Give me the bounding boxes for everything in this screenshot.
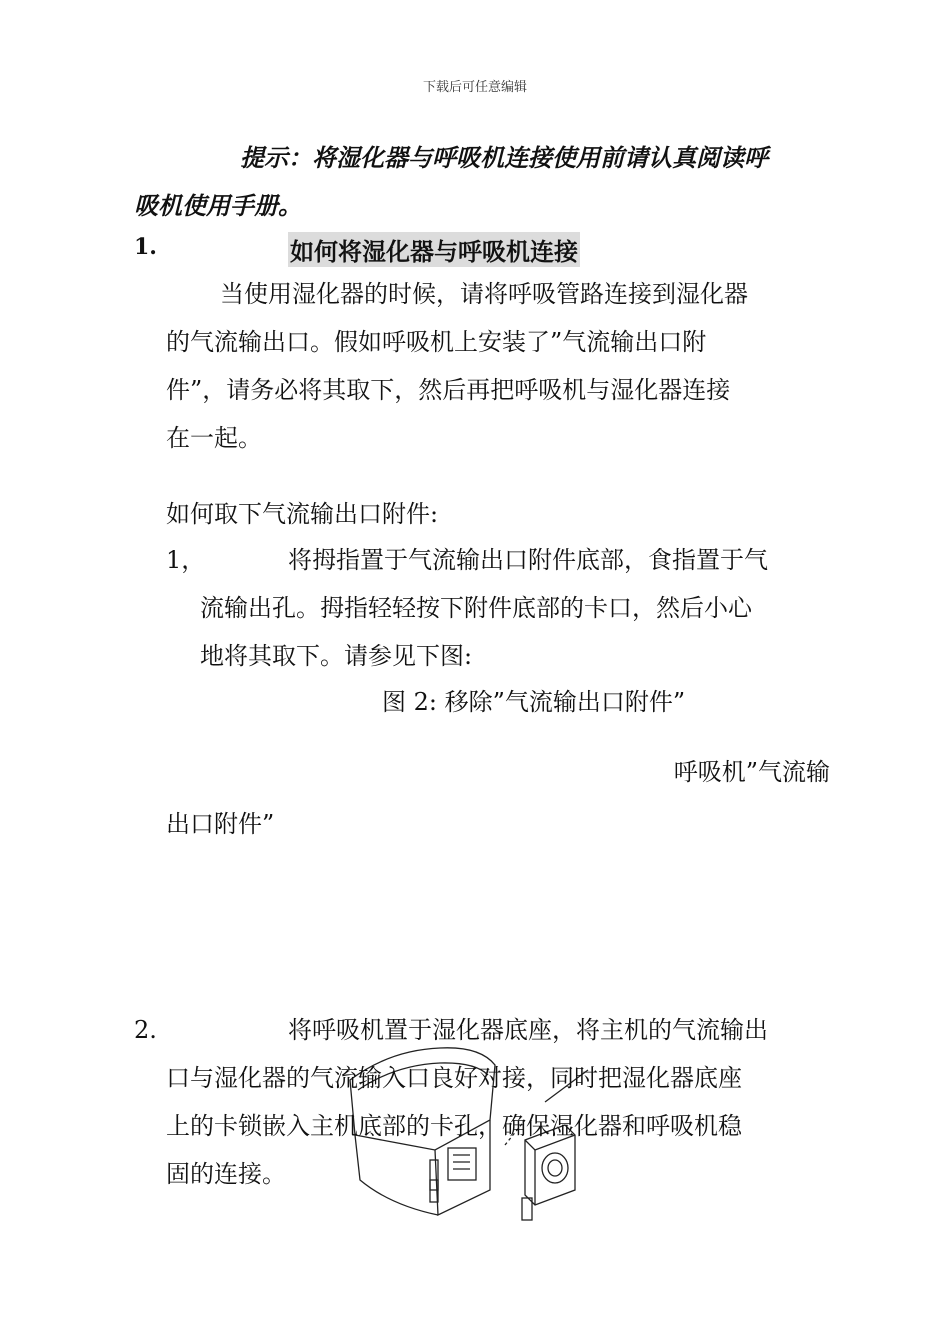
section-2-line: 上的卡锁嵌入主机底部的卡孔，确保湿化器和呼吸机稳 [166, 1112, 742, 1140]
section-2-line: 固的连接。 [166, 1160, 286, 1188]
note-line-2: 吸机使用手册。 [134, 192, 302, 220]
paragraph-line: 当使用湿化器的时候，请将呼吸管路连接到湿化器 [220, 280, 748, 308]
note-line-1: 提示：将湿化器与呼吸机连接使用前请认真阅读呼 [240, 144, 768, 172]
figure-caption: 图 2: 移除”气流输出口附件” [382, 688, 686, 716]
page-header: 下载后可任意编辑 [422, 80, 527, 95]
step-1-number: 1， [166, 546, 206, 574]
step-1-line: 流输出孔。拇指轻轻按下附件底部的卡口，然后小心 [200, 594, 752, 622]
paragraph-line: 的气流输出口。假如呼吸机上安装了”气流输出口附 [166, 328, 707, 356]
paragraph-line: 在一起。 [166, 424, 262, 452]
figure-label-line-1: 呼吸机”气流输 [673, 758, 830, 786]
section-2-line: 口与湿化器的气流输入口良好对接，同时把湿化器底座 [166, 1064, 742, 1092]
step-1-line: 地将其取下。请参见下图: [200, 642, 473, 670]
section-2-number: 2. [134, 1016, 157, 1044]
section-1-title: 如何将湿化器与呼吸机连接 [288, 232, 580, 267]
section-2-line: 将呼吸机置于湿化器底座，将主机的气流输出 [288, 1016, 768, 1044]
step-1-line: 将拇指置于气流输出口附件底部，食指置于气 [288, 546, 768, 574]
section-1-paragraph [166, 270, 830, 462]
section-1-number: 1. [134, 234, 157, 260]
figure-label-line-2: 出口附件” [166, 810, 275, 838]
subheading-remove-attachment: 如何取下气流输出口附件: [166, 500, 439, 528]
paragraph-line: 件”，请务必将其取下，然后再把呼吸机与湿化器连接 [166, 376, 731, 404]
